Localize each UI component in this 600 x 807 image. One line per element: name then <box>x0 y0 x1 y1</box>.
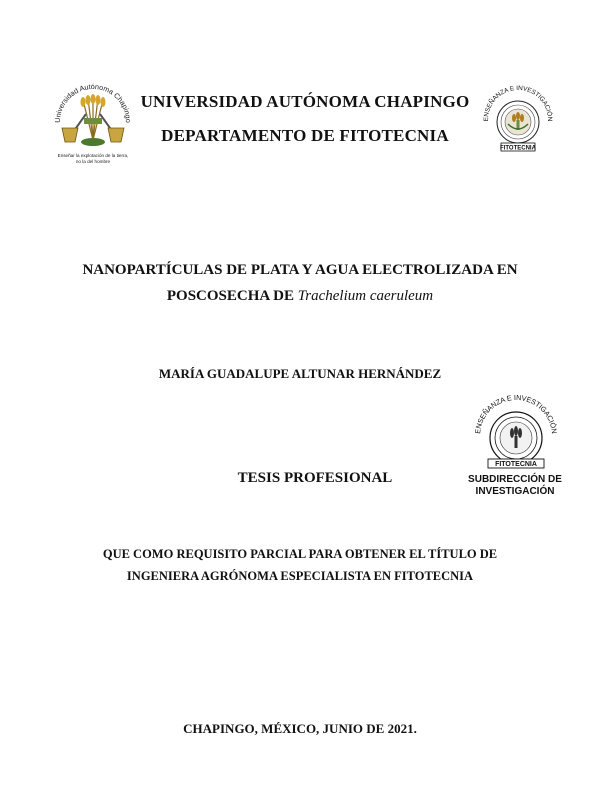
thesis-type: TESIS PROFESIONAL <box>237 470 393 486</box>
thesis-title-prefix: POSCOSECHA DE <box>166 288 298 304</box>
left-logo-motto-1: Enseñar la explotación de la tierra, <box>57 153 129 158</box>
fitotecnia-seal-icon <box>478 80 558 160</box>
university-name: UNIVERSIDAD AUTÓNOMA CHAPINGO <box>140 92 470 111</box>
left-logo-motto-2: no la del hombre <box>75 159 111 164</box>
university-logo <box>50 78 136 168</box>
thesis-title-line-2 <box>40 288 560 305</box>
thesis-title-species: Trachelium caeruleum <box>297 288 434 304</box>
stamp-banner: FITOTECNIA <box>495 461 537 468</box>
department-name: DEPARTAMENTO DE FITOTECNIA <box>161 126 449 145</box>
right-logo-banner: FITOTECNIA <box>500 145 536 152</box>
purpose-line-1: QUE COMO REQUISITO PARCIAL PARA OBTENER EL TÍTULO DE <box>102 547 498 561</box>
left-logo-arc-text: Universidad Autónoma Chapingo <box>52 81 134 124</box>
stamp-arc-text: ENSEÑANZA E INVESTIGACIÓN <box>473 392 559 435</box>
university-seal-icon <box>50 78 136 168</box>
place-and-date: CHAPINGO, MÉXICO, JUNIO DE 2021. <box>183 721 417 736</box>
right-logo-arc-text: ENSEÑANZA E INVESTIGACIÓN <box>482 84 554 122</box>
purpose-line-2: INGENIERA AGRÓNOMA ESPECIALISTA EN FITOTECNIA <box>126 569 474 583</box>
thesis-title-line-1: NANOPARTÍCULAS DE PLATA Y AGUA ELECTROLIZADA EN <box>82 262 518 278</box>
department-logo <box>478 80 558 160</box>
stamp-caption-line-1: SUBDIRECCIÓN DE <box>468 474 562 485</box>
author-name: MARÍA GUADALUPE ALTUNAR HERNÁNDEZ <box>158 366 442 381</box>
stamp-caption-line-2: INVESTIGACIÓN <box>475 486 555 497</box>
